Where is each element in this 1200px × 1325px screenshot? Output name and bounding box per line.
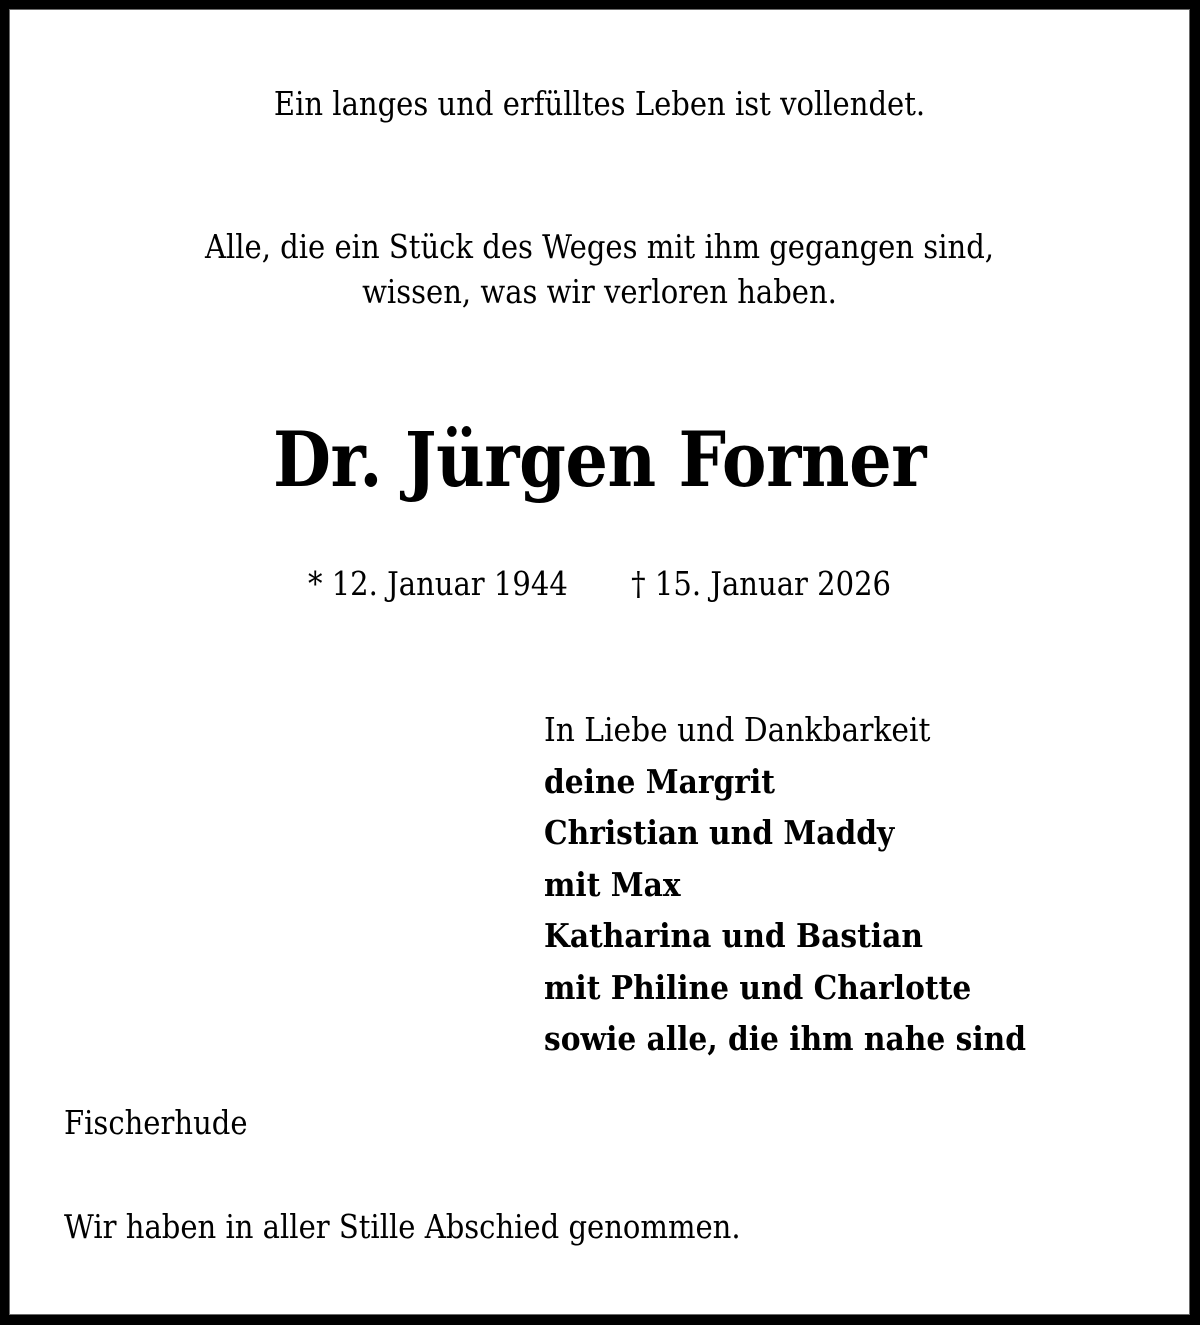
mourners-block	[544, 704, 1026, 1065]
mourner-line: sowie alle, die ihm nahe sind	[544, 1019, 1026, 1058]
place-name: Fischerhude	[64, 1103, 248, 1142]
birth-date: * 12. Januar 1944	[307, 564, 568, 603]
life-dates	[81, 564, 1119, 603]
signoff-intro: In Liebe und Dankbarkeit	[544, 710, 931, 749]
verse-line-2: wissen, was wir verloren haben.	[362, 272, 837, 311]
obituary-notice	[9, 9, 1190, 1315]
mourner-line: mit Philine und Charlotte	[544, 967, 972, 1007]
mourner-line: mit Max	[544, 864, 681, 904]
intro-line: Ein langes und erfülltes Leben ist vollendet.	[273, 84, 926, 123]
verse-line-1: Alle, die ein Stück des Weges mit ihm gegangen sind,	[204, 227, 995, 266]
death-date: † 15. Januar 2026	[631, 564, 892, 603]
mourner-line: Katharina und Bastian	[544, 916, 923, 955]
mourner-line: deine Margrit	[544, 761, 775, 801]
mourner-line: Christian und Maddy	[544, 813, 895, 852]
closing-line: Wir haben in aller Stille Abschied genommen.	[64, 1207, 741, 1246]
deceased-name: Dr. Jürgen Forner	[272, 415, 926, 504]
